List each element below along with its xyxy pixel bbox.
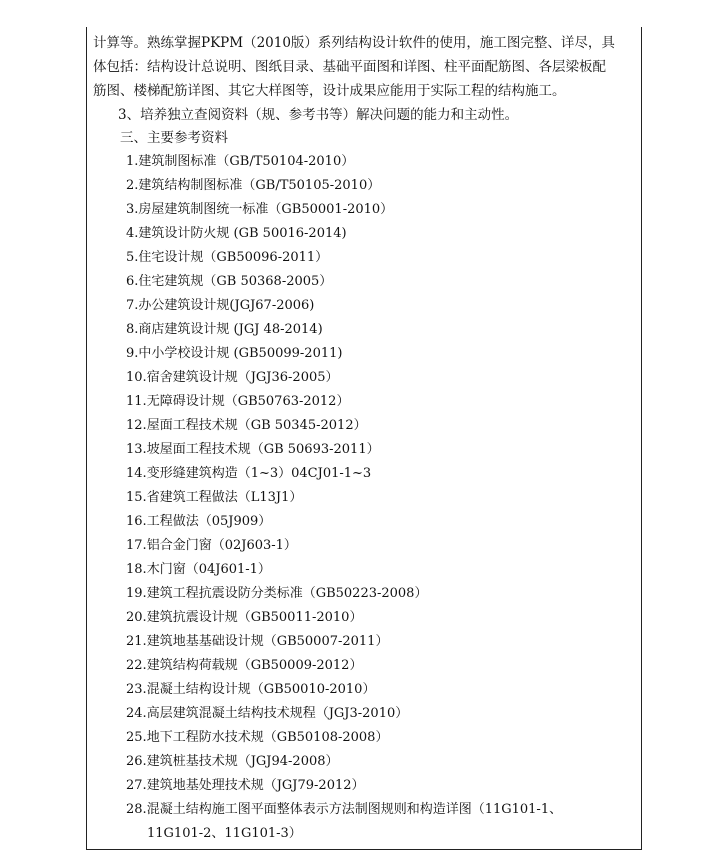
- reference-text: 高层建筑混凝土结构技术规程（JGJ3-2010）: [146, 706, 409, 721]
- reference-item: [126, 558, 271, 582]
- reference-number: 27.: [126, 778, 147, 793]
- reference-item: [126, 438, 380, 462]
- reference-text: 混凝土结构施工图平面整体表示方法制图规则和构造详图（11G101-1、: [146, 802, 563, 817]
- reference-number: 26.: [126, 754, 147, 769]
- reference-text: 屋面工程技术规（GB 50345-2012）: [146, 418, 367, 433]
- reference-item: [126, 774, 365, 798]
- reference-item: [126, 366, 339, 390]
- reference-number: 20.: [126, 610, 147, 625]
- reference-text: 省建筑工程做法（L13J1）: [146, 490, 303, 505]
- reference-item: [126, 222, 347, 246]
- intro-paragraph: [93, 31, 637, 127]
- intro-line-4: 3、培养独立查阅资料（规、参考书等）解决问题的能力和主动性。: [118, 107, 519, 123]
- reference-text: 建筑抗震设计规（GB50011-2010）: [146, 610, 363, 625]
- reference-number: 21.: [126, 634, 147, 649]
- reference-number: 28.: [126, 802, 147, 817]
- intro-line-2: 体包括：结构设计总说明、图纸目录、基础平面图和详图、柱平面配筋图、各层梁板配: [93, 59, 606, 75]
- reference-text: 建筑设计防火规 (GB 50016-2014): [138, 226, 347, 241]
- reference-text: 变形缝建筑构造（1~3）04CJ01-1~3: [146, 466, 372, 481]
- reference-number: 17.: [126, 538, 147, 553]
- reference-number: 4.: [126, 226, 139, 241]
- reference-text: 铝合金门窗（02J603-1）: [146, 538, 297, 553]
- intro-line-3: 筋图、楼梯配筋详图、其它大样图等，设计成果应能用于实际工程的结构施工。: [93, 83, 566, 99]
- reference-text: 办公建筑设计规(JGJ67-2006): [138, 298, 315, 313]
- reference-item: [126, 678, 375, 702]
- reference-item: [126, 414, 367, 438]
- reference-number: 18.: [126, 562, 147, 577]
- reference-item: [126, 606, 362, 630]
- reference-item: [126, 150, 354, 174]
- reference-item: [126, 318, 323, 342]
- reference-28-continuation: 11G101-2、11G101-3）: [147, 826, 302, 841]
- reference-text: 建筑制图标准（GB/T50104-2010）: [138, 154, 355, 169]
- reference-number: 7.: [126, 298, 139, 313]
- reference-item: [126, 510, 271, 534]
- reference-number: 5.: [126, 250, 139, 265]
- reference-text: 木门窗（04J601-1）: [146, 562, 271, 577]
- reference-number: 15.: [126, 490, 147, 505]
- reference-item: [126, 750, 339, 774]
- reference-number: 2.: [126, 178, 139, 193]
- reference-number: 6.: [126, 274, 139, 289]
- intro-line-1: 计算等。熟练掌握PKPM（2010版）系列结构设计软件的使用，施工图完整、详尽，具: [93, 35, 615, 51]
- reference-item: [126, 582, 427, 606]
- reference-item: [126, 798, 562, 822]
- reference-text: 房屋建筑制图统一标准（GB50001-2010）: [138, 202, 394, 217]
- reference-number: 1.: [126, 154, 139, 169]
- reference-number: 23.: [126, 682, 147, 697]
- section-heading: 三、主要参考资料: [120, 130, 228, 146]
- reference-number: 3.: [126, 202, 139, 217]
- reference-item: [126, 174, 380, 198]
- reference-number: 19.: [126, 586, 147, 601]
- reference-number: 11.: [126, 394, 147, 409]
- reference-item: [126, 726, 388, 750]
- reference-text: 地下工程防水技术规（GB50108-2008）: [146, 730, 389, 745]
- reference-number: 16.: [126, 514, 147, 529]
- reference-number: 10.: [126, 370, 147, 385]
- reference-item: [126, 390, 349, 414]
- reference-text: 建筑地基处理技术规（JGJ79-2012）: [146, 778, 365, 793]
- reference-item: [126, 246, 328, 270]
- reference-text: 建筑结构荷载规（GB50009-2012）: [146, 658, 363, 673]
- reference-text: 宿舍建筑设计规（JGJ36-2005）: [146, 370, 339, 385]
- reference-text: 建筑地基基础设计规（GB50007-2011）: [146, 634, 389, 649]
- reference-text: 混凝土结构设计规（GB50010-2010）: [146, 682, 376, 697]
- reference-text: 建筑结构制图标准（GB/T50105-2010）: [138, 178, 381, 193]
- reference-text: 住宅设计规（GB50096-2011）: [138, 250, 329, 265]
- reference-item: [126, 534, 297, 558]
- reference-text: 商店建筑设计规 (JGJ 48-2014): [138, 322, 323, 337]
- reference-number: 24.: [126, 706, 147, 721]
- reference-number: 13.: [126, 442, 147, 457]
- reference-number: 14.: [126, 466, 147, 481]
- reference-number: 22.: [126, 658, 147, 673]
- reference-number: 12.: [126, 418, 147, 433]
- reference-item: [126, 462, 371, 486]
- reference-number: 8.: [126, 322, 139, 337]
- reference-item: [126, 198, 393, 222]
- reference-item: [126, 630, 388, 654]
- reference-item: [126, 654, 362, 678]
- reference-text: 无障碍设计规（GB50763-2012）: [146, 394, 350, 409]
- reference-text: 住宅建筑规（GB 50368-2005）: [138, 274, 333, 289]
- reference-item: [126, 702, 408, 726]
- reference-text: 建筑桩基技术规（JGJ94-2008）: [146, 754, 339, 769]
- reference-number: 25.: [126, 730, 147, 745]
- reference-item: [126, 294, 314, 318]
- reference-text: 建筑工程抗震设防分类标准（GB50223-2008）: [146, 586, 428, 601]
- reference-number: 9.: [126, 346, 139, 361]
- reference-text: 坡屋面工程技术规（GB 50693-2011）: [146, 442, 380, 457]
- reference-item: [126, 270, 332, 294]
- reference-text: 中小学校设计规 (GB50099-2011): [138, 346, 343, 361]
- reference-item: [126, 486, 302, 510]
- reference-item: [126, 342, 342, 366]
- reference-text: 工程做法（05J909）: [146, 514, 272, 529]
